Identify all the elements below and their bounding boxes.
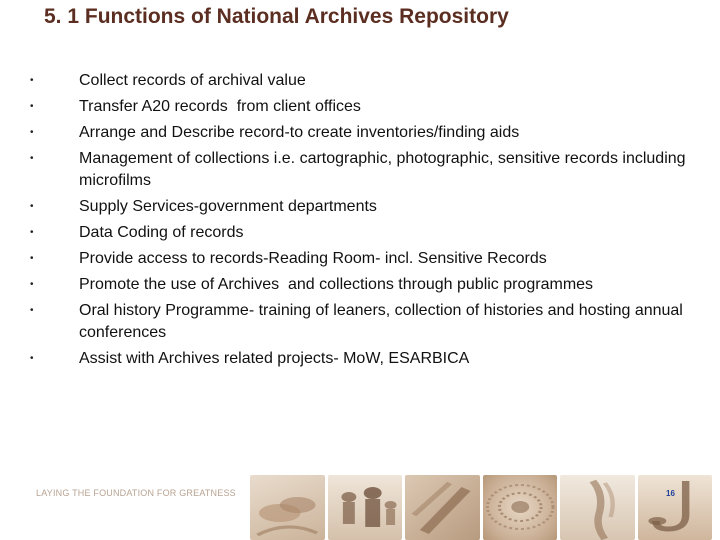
bullet-text: Promote the use of Archives and collections through public programmes	[79, 276, 594, 293]
bullet-marker: •	[30, 101, 34, 112]
bullet-text: Data Coding of records	[79, 224, 244, 241]
footer-photo-saxophone	[638, 475, 713, 540]
footer-photo-beadwork	[483, 475, 558, 540]
bullet-item	[30, 122, 710, 144]
bullet-text: Management of collections i.e. cartographic, photographic, sensitive records including microfilms	[79, 150, 691, 189]
bullet-item	[30, 248, 710, 270]
bullet-text: Supply Services-government departments	[79, 198, 377, 215]
bullet-text: Assist with Archives related projects- MoW, ESARBICA	[79, 350, 470, 367]
bullet-marker: •	[30, 201, 34, 212]
bullet-item	[30, 300, 710, 344]
bullet-item	[30, 96, 710, 118]
bullet-text: Provide access to records-Reading Room- incl. Sensitive Records	[79, 250, 547, 267]
bullet-item	[30, 274, 710, 296]
bullet-list	[30, 70, 710, 374]
bullet-marker: •	[30, 153, 34, 164]
bullet-marker: •	[30, 75, 34, 86]
slide-title: 5. 1 Functions of National Archives Repository	[44, 5, 509, 28]
footer-photo-family	[328, 475, 403, 540]
bullet-item	[30, 222, 710, 244]
bullet-marker: •	[30, 353, 34, 364]
footer-slogan: LAYING THE FOUNDATION FOR GREATNESS	[36, 488, 236, 498]
bullet-item	[30, 196, 710, 218]
footer-photo-craft	[405, 475, 480, 540]
bullet-text: Arrange and Describe record-to create inventories/finding aids	[79, 124, 520, 141]
footer-photo-hands	[250, 475, 325, 540]
bullet-marker: •	[30, 279, 34, 290]
bullet-marker: •	[30, 127, 34, 138]
bullet-item	[30, 348, 710, 370]
bullet-text: Transfer A20 records from client offices	[79, 98, 361, 115]
bullet-text: Collect records of archival value	[79, 72, 306, 89]
bullet-marker: •	[30, 305, 34, 316]
bullet-item	[30, 148, 710, 192]
footer-photo-dancer	[560, 475, 635, 540]
bullet-text: Oral history Programme- training of leaners, collection of histories and hosting annual conferences	[79, 302, 688, 341]
bullet-marker: •	[30, 253, 34, 264]
bullet-item	[30, 70, 710, 92]
page-number: 16	[666, 489, 675, 498]
bullet-marker: •	[30, 227, 34, 238]
footer-photo-strip	[250, 475, 712, 540]
